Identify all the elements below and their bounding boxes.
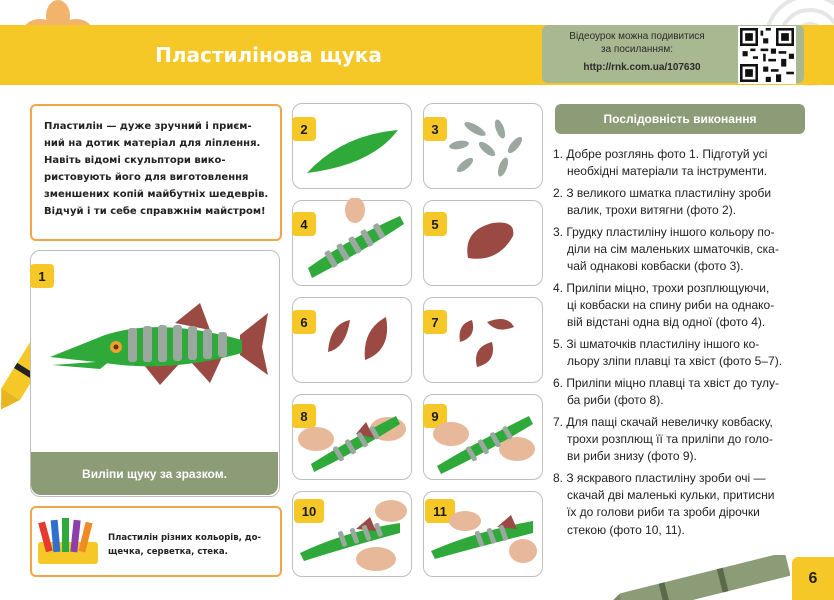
step-line: трохи розплющ її та приліпи до голо- xyxy=(567,432,773,447)
page-number: 6 xyxy=(792,557,834,600)
step-item xyxy=(553,336,811,370)
step-line: їх до голови риби та зроби дірочки xyxy=(567,505,760,520)
fish-hands-image xyxy=(296,394,408,478)
video-note-line: Відеоурок можна подивитися xyxy=(569,31,705,42)
step-line: 1. Добре розглянь фото 1. Підготуй усі xyxy=(553,147,768,161)
crayon-bottom-decoration xyxy=(600,555,790,600)
sequence-header: Послідовність виконання xyxy=(555,104,805,134)
step-line: ба риби (фото 8). xyxy=(567,393,664,408)
green-roll-image xyxy=(302,125,402,180)
fish-hands-image xyxy=(427,394,539,478)
pike-figure-image xyxy=(50,295,270,395)
step-item xyxy=(553,280,811,332)
materials-text xyxy=(108,531,272,559)
step-line: діли на сім маленьких шматочків, ска- xyxy=(567,242,779,257)
photo-number: 11 xyxy=(425,499,455,523)
photo-number: 5 xyxy=(423,212,447,236)
intro-line: зменшених копій майбутніх шедеврів. xyxy=(44,189,269,200)
step-line: 4. Приліпи міцно, трохи розплющуючи, xyxy=(553,280,770,295)
photo-number: 4 xyxy=(292,212,316,236)
video-url[interactable]: http://rnk.com.ua/107630 xyxy=(583,62,701,73)
video-note xyxy=(552,30,722,56)
step-line: 2. З великого шматка пластиліну зроби xyxy=(553,185,772,200)
intro-line: Відчуй і ти себе справжнім майстром! xyxy=(44,206,266,217)
step-item xyxy=(553,470,811,539)
photo-number: 10 xyxy=(294,499,324,523)
grey-pieces-image xyxy=(445,117,535,182)
photo-number: 7 xyxy=(423,310,447,334)
step-item xyxy=(553,375,811,409)
step-item xyxy=(553,414,811,466)
brown-fins-image xyxy=(320,312,400,372)
materials-line: Пластилін різних кольорів, до- xyxy=(108,533,262,543)
step-line: чай однакові ковбаски (фото 3). xyxy=(567,259,744,274)
page-title: Пластилінова щука xyxy=(155,43,382,67)
title-banner xyxy=(0,25,537,85)
video-note-line: за посиланням: xyxy=(601,44,673,55)
photo-number: 3 xyxy=(423,117,447,141)
intro-line: ний на дотик матеріал для ліплення. xyxy=(44,138,261,149)
step-line: ви риби знизу (фото 9). xyxy=(567,449,697,464)
fish-body-hand-image xyxy=(300,198,408,283)
fish-hands-image xyxy=(427,491,539,575)
step-line: вій відстані одна від одної (фото 4). xyxy=(567,315,766,330)
brown-piece-image xyxy=(458,218,518,268)
intro-line: Навіть відомі скульптори вико- xyxy=(44,155,226,166)
step-line: стекою (фото 10, 11). xyxy=(567,522,685,537)
intro-text xyxy=(44,118,269,220)
plasticine-set-icon xyxy=(36,512,102,568)
step-line: 6. Приліпи міцно плавці та хвіст до тулу- xyxy=(553,375,780,390)
step-line: 3. Грудку пластиліну іншого кольору по- xyxy=(553,224,775,239)
step-line: 5. Зі шматочків пластиліну іншого ко- xyxy=(553,337,760,352)
step-line: 7. Для пащі скачай невеличку ковбаску, xyxy=(553,414,773,429)
photo-number: 9 xyxy=(423,404,447,428)
photo-number: 6 xyxy=(292,310,316,334)
step-line: 8. З яскравого пластиліну зроби очі — xyxy=(553,470,766,485)
step-line: льору зліпи плавці та хвіст (фото 5–7). xyxy=(567,354,783,369)
photo-1-caption: Виліпи щуку за зразком. xyxy=(31,452,278,495)
qr-code-icon[interactable] xyxy=(738,26,796,84)
step-item xyxy=(553,224,811,276)
fish-hands-image xyxy=(296,491,408,575)
step-line: валик, трохи витягни (фото 2). xyxy=(567,203,737,218)
steps-list xyxy=(553,146,811,543)
step-line: необхідні матеріали та інструменти. xyxy=(567,164,768,179)
photo-number: 8 xyxy=(292,404,316,428)
intro-line: Пластилін — дуже зручний і приєм- xyxy=(44,121,252,132)
intro-line: ристовують його для виготовлення xyxy=(44,172,249,183)
step-item xyxy=(553,146,811,180)
brown-fins-image xyxy=(452,312,532,372)
step-line: ці ковбаски на спину риби на однако- xyxy=(567,298,775,313)
step-line: скачай дві маленькі кульки, притисни xyxy=(567,488,775,503)
materials-line: щечка, серветка, стека. xyxy=(108,547,228,557)
step-item xyxy=(553,185,811,219)
photo-number: 2 xyxy=(292,117,316,141)
photo-number: 1 xyxy=(30,264,54,288)
